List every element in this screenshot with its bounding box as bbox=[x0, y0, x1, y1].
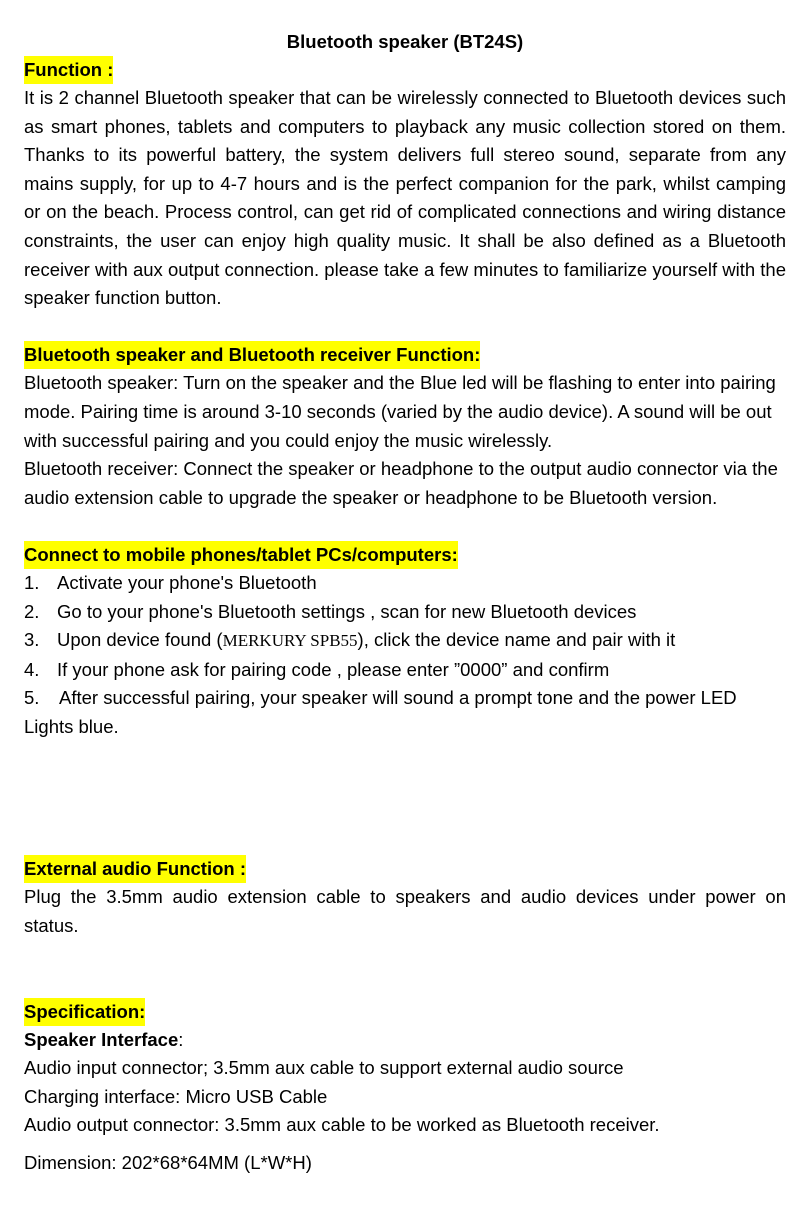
connect-heading-text: Connect to mobile phones/tablet PCs/computers: bbox=[24, 541, 458, 569]
step-text-pre: Upon device found ( bbox=[57, 629, 223, 651]
step-number: 5. bbox=[24, 687, 40, 709]
external-heading-text: External audio Function : bbox=[24, 855, 246, 883]
step-text: Activate your phone's Bluetooth bbox=[57, 571, 317, 593]
document-page bbox=[24, 28, 786, 1178]
bt-receiver-paragraph: Bluetooth receiver: Connect the speaker or headphone to the output audio connector via the audio extension cable to upgrade the speaker or headphone to be Bluetooth version. bbox=[24, 458, 778, 508]
step-number: 3. bbox=[24, 629, 40, 651]
connect-heading bbox=[24, 541, 786, 569]
spec-line: Charging interface: Micro USB Cable bbox=[24, 1085, 328, 1107]
step-text: After successful pairing, your speaker will sound a prompt tone and the power LED bbox=[59, 687, 737, 709]
step-item bbox=[24, 656, 786, 685]
step-item bbox=[24, 626, 786, 656]
step-text-post: ), click the device name and pair with it bbox=[357, 629, 676, 651]
spec-heading bbox=[24, 998, 786, 1026]
spacer bbox=[24, 512, 786, 541]
spacer bbox=[24, 941, 786, 998]
document-title: Bluetooth speaker (BT24S) bbox=[286, 31, 524, 52]
bt-function-heading bbox=[24, 341, 786, 369]
speaker-interface-line bbox=[24, 1026, 786, 1055]
function-body: It is 2 channel Bluetooth speaker that can be wirelessly connected to Bluetooth devices such as smart phones, tablets and computers to playback any music collection stored on them. Thanks to its powerful battery, the system delivers full stereo sound, separate from any mains supply, for up to 4-7 hours and is the perfect companion for the park, whilst camping or on the beach. Process control, can get rid of complicated connections and wiring distance constraints, the user can enjoy high quality music. It shall be also defined as a Bluetooth receiver with aux output connection. please take a few minutes to familiarize yourself with the speaker function button. bbox=[24, 87, 786, 309]
spec-heading-text: Specification: bbox=[24, 998, 145, 1026]
step-item bbox=[24, 684, 786, 713]
step-number: 4. bbox=[24, 658, 40, 680]
spacer bbox=[24, 313, 786, 342]
step-item bbox=[24, 598, 786, 627]
step-text: Go to your phone's Bluetooth settings , scan for new Bluetooth devices bbox=[57, 600, 637, 622]
bt-speaker-paragraph: Bluetooth speaker: Turn on the speaker and the Blue led will be flashing to enter into pairing mode. Pairing time is around 3-10 seconds (varied by the audio device). A sound will be out with successful pairing and you could enjoy the music wirelessly. bbox=[24, 372, 776, 451]
external-body: Plug the 3.5mm audio extension cable to speakers and audio devices under power on status. bbox=[24, 886, 786, 937]
function-heading-text: Function : bbox=[24, 56, 113, 84]
device-name: MERKURY SPB55 bbox=[222, 631, 358, 651]
step-continuation: Lights blue. bbox=[24, 715, 119, 737]
external-heading bbox=[24, 855, 786, 883]
step-number: 2. bbox=[24, 600, 40, 622]
function-heading bbox=[24, 56, 786, 84]
bt-function-heading-text: Bluetooth speaker and Bluetooth receiver Function: bbox=[24, 341, 480, 369]
step-item bbox=[24, 569, 786, 598]
spacer bbox=[24, 741, 786, 855]
spec-line: Audio output connector: 3.5mm aux cable to be worked as Bluetooth receiver. bbox=[24, 1114, 660, 1136]
step-text: If your phone ask for pairing code , please enter ”0000” and confirm bbox=[57, 658, 610, 680]
speaker-interface-colon: : bbox=[178, 1028, 184, 1050]
dimension-line: Dimension: 202*68*64MM (L*W*H) bbox=[24, 1152, 312, 1174]
speaker-interface-label: Speaker Interface bbox=[24, 1028, 179, 1050]
spec-line: Audio input connector; 3.5mm aux cable to support external audio source bbox=[24, 1057, 624, 1079]
step-number: 1. bbox=[24, 571, 40, 593]
